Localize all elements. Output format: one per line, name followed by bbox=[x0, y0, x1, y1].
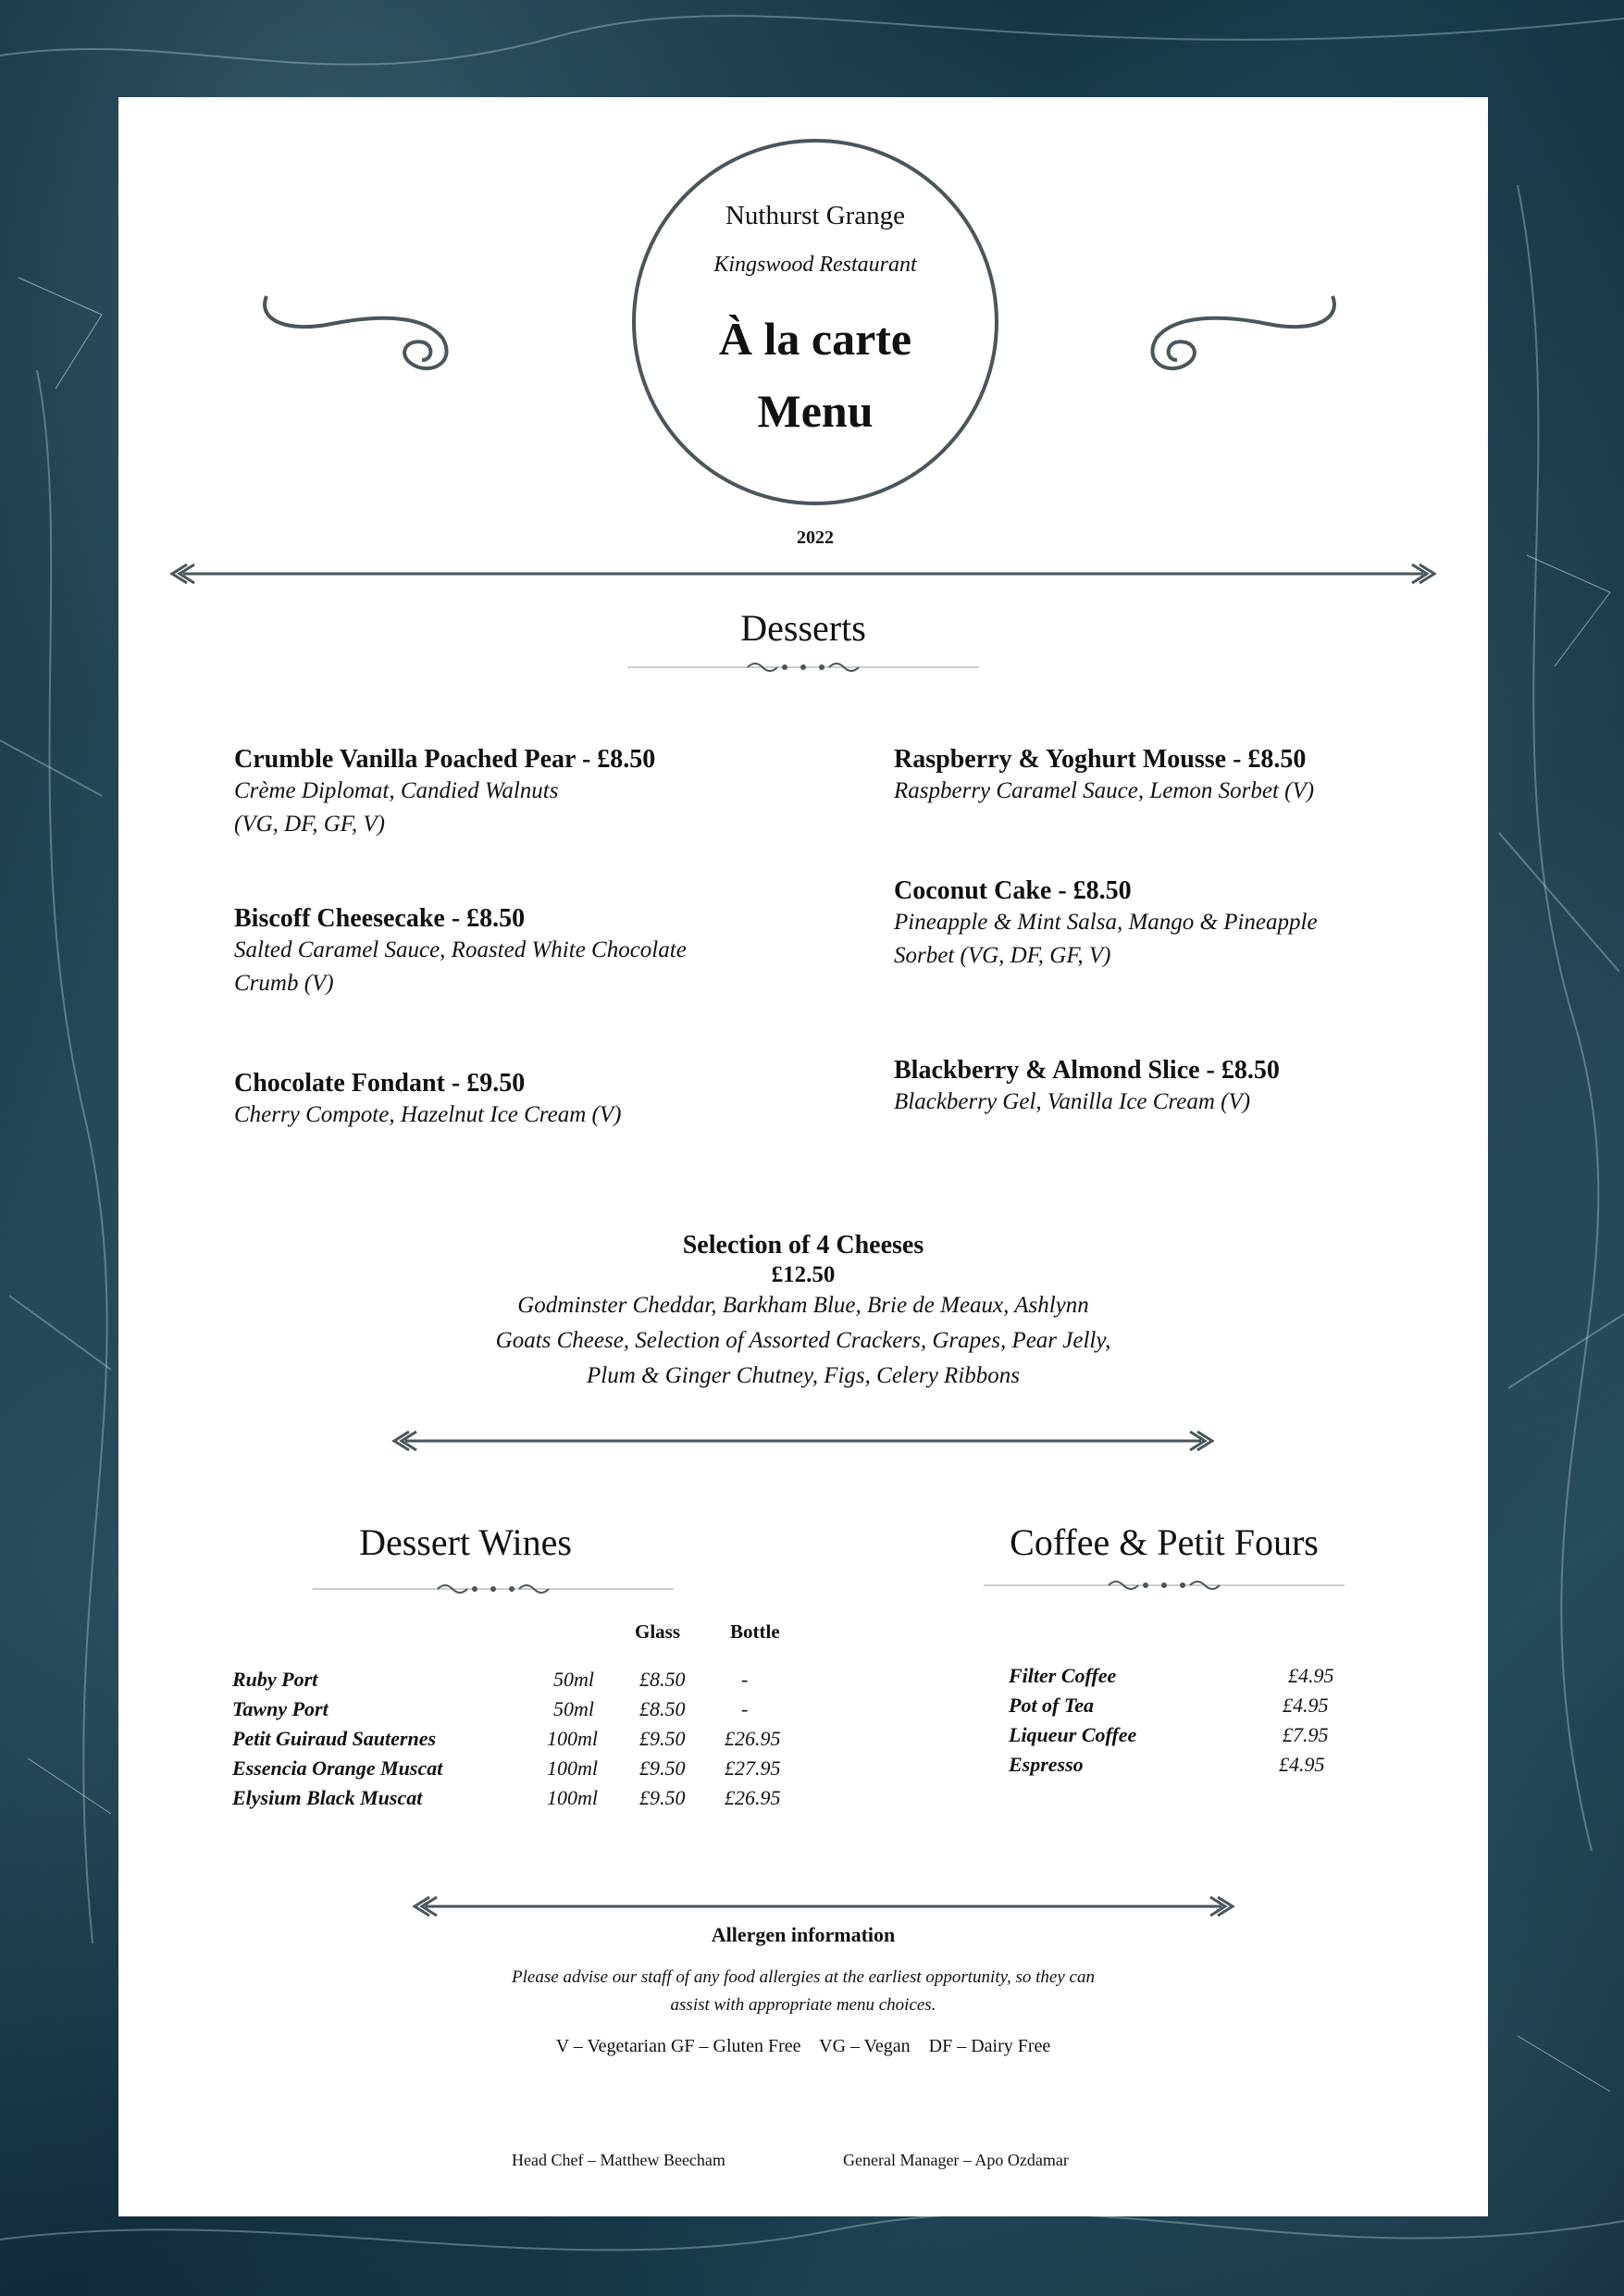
venue-name: Nuthurst Grange bbox=[725, 201, 906, 230]
menu-title-line1: À la carte bbox=[718, 313, 912, 365]
wine-name: Essencia Orange Muscat bbox=[232, 1756, 443, 1780]
dish-price: £12.50 bbox=[771, 1262, 836, 1287]
coffee-name: Liqueur Coffee bbox=[1009, 1723, 1137, 1746]
col-glass: Glass bbox=[635, 1620, 681, 1643]
dish-price: £8.50 bbox=[1072, 876, 1132, 905]
wine-row bbox=[232, 1668, 936, 1697]
menu-sheet bbox=[118, 97, 1488, 2216]
dish-name: Raspberry & Yoghurt Mousse bbox=[894, 745, 1227, 774]
dish-name: Chocolate Fondant bbox=[234, 1069, 445, 1098]
dish-description: Crumb (V) bbox=[234, 971, 334, 996]
dish-description: (VG, DF, GF, V) bbox=[234, 812, 385, 837]
wine-size: 50ml bbox=[553, 1697, 594, 1720]
wine-glass-price: £9.50 bbox=[639, 1727, 686, 1750]
wine-row bbox=[232, 1786, 936, 1816]
menu-title bbox=[632, 303, 998, 447]
divider-arrow-middle bbox=[396, 1427, 1210, 1455]
coffee-row bbox=[1009, 1694, 1342, 1723]
dessert-item: Biscoff Cheesecake - £8.50 Salted Caramel Sauce, Roasted White Chocolate Crumb (V) bbox=[234, 904, 836, 1000]
head-chef: Head Chef – Matthew Beecham bbox=[512, 2151, 725, 2169]
cheese-selection bbox=[387, 1231, 1220, 1394]
wine-size: 100ml bbox=[547, 1727, 598, 1750]
heading-ornament bbox=[984, 1578, 1345, 1593]
dish-price: £8.50 bbox=[597, 745, 656, 774]
heading-ornament bbox=[627, 660, 979, 675]
wine-size: 50ml bbox=[553, 1668, 594, 1691]
wine-bottle-price: - bbox=[741, 1668, 749, 1691]
dessert-item: Raspberry & Yoghurt Mousse - £8.50 Raspberry Caramel Sauce, Lemon Sorbet (V) bbox=[894, 745, 1468, 808]
coffee-name: Pot of Tea bbox=[1009, 1694, 1095, 1717]
wine-bottle-price: £27.95 bbox=[725, 1756, 781, 1780]
coffee-row bbox=[1009, 1753, 1342, 1782]
divider-arrow-bottom bbox=[416, 1893, 1231, 1920]
divider-arrow-top bbox=[174, 560, 1432, 588]
coffee-name: Filter Coffee bbox=[1009, 1664, 1117, 1687]
wine-glass-price: £8.50 bbox=[639, 1697, 686, 1720]
menu-title-line2: Menu bbox=[757, 385, 874, 437]
wine-bottle-price: £26.95 bbox=[725, 1786, 781, 1809]
general-manager: General Manager – Apo Ozdamar bbox=[843, 2151, 1069, 2169]
heading-ornament bbox=[313, 1582, 674, 1596]
dish-description: Blackberry Gel, Vanilla Ice Cream (V) bbox=[894, 1089, 1251, 1114]
flourish-left-icon bbox=[257, 282, 452, 384]
coffee-price: £4.95 bbox=[1279, 1753, 1325, 1776]
wine-glass-price: £9.50 bbox=[639, 1786, 686, 1809]
dish-price: £8.50 bbox=[466, 904, 526, 933]
dish-description: Goats Cheese, Selection of Assorted Crackers, Grapes, Pear Jelly, bbox=[495, 1328, 1111, 1353]
flourish-right-icon bbox=[1147, 282, 1342, 384]
wine-name: Petit Guiraud Sauternes bbox=[232, 1727, 437, 1750]
wine-name: Ruby Port bbox=[232, 1668, 318, 1691]
wines-heading: Dessert Wines bbox=[359, 1521, 572, 1563]
coffee-price: £4.95 bbox=[1288, 1664, 1334, 1687]
dish-description: Sorbet (VG, DF, GF, V) bbox=[894, 943, 1111, 968]
dish-price: £8.50 bbox=[1247, 745, 1307, 774]
dish-description: Plum & Ginger Chutney, Figs, Celery Ribbons bbox=[586, 1363, 1020, 1388]
wine-size: 100ml bbox=[547, 1786, 598, 1809]
dish-price: £9.50 bbox=[466, 1069, 526, 1098]
wine-row bbox=[232, 1727, 936, 1756]
dessert-item: Chocolate Fondant - £9.50 Cherry Compote, Hazelnut Ice Cream (V) bbox=[234, 1069, 836, 1132]
allergen-heading: Allergen information bbox=[711, 1923, 896, 1946]
coffee-price: £7.95 bbox=[1283, 1723, 1329, 1746]
dish-description: Cherry Compote, Hazelnut Ice Cream (V) bbox=[234, 1102, 622, 1127]
coffee-row bbox=[1009, 1664, 1342, 1694]
dish-name: Crumble Vanilla Poached Pear bbox=[234, 745, 576, 774]
desserts-heading: Desserts bbox=[740, 607, 866, 649]
coffee-price: £4.95 bbox=[1283, 1694, 1329, 1717]
wine-name: Elysium Black Muscat bbox=[232, 1786, 423, 1809]
coffee-heading: Coffee & Petit Fours bbox=[1010, 1521, 1319, 1563]
coffee-row bbox=[1009, 1723, 1342, 1753]
dish-description: Pineapple & Mint Salsa, Mango & Pineapple bbox=[894, 910, 1318, 935]
coffee-name: Espresso bbox=[1009, 1753, 1084, 1776]
allergen-note-line: Please advise our staff of any food allergies at the earliest opportunity, so they can bbox=[512, 1967, 1095, 1987]
restaurant-name: Kingswood Restaurant bbox=[713, 253, 917, 277]
dish-name: Blackberry & Almond Slice bbox=[894, 1056, 1200, 1085]
wine-bottle-price: - bbox=[741, 1697, 749, 1720]
dessert-item: Blackberry & Almond Slice - £8.50 Blackberry Gel, Vanilla Ice Cream (V) bbox=[894, 1056, 1468, 1119]
wine-glass-price: £8.50 bbox=[639, 1668, 686, 1691]
col-bottle: Bottle bbox=[730, 1620, 780, 1643]
dish-description: Godminster Cheddar, Barkham Blue, Brie de Meaux, Ashlynn bbox=[517, 1293, 1089, 1318]
menu-year: 2022 bbox=[797, 527, 834, 548]
dish-description: Salted Caramel Sauce, Roasted White Chocolate bbox=[234, 937, 687, 962]
dish-description: Raspberry Caramel Sauce, Lemon Sorbet (V) bbox=[894, 778, 1315, 803]
dish-name: Coconut Cake bbox=[894, 876, 1052, 905]
dish-name: Selection of 4 Cheeses bbox=[682, 1231, 924, 1260]
dessert-item: Coconut Cake - £8.50 Pineapple & Mint Salsa, Mango & Pineapple Sorbet (VG, DF, GF, V) bbox=[894, 876, 1468, 973]
wine-name: Tawny Port bbox=[232, 1697, 329, 1720]
dish-description: Crème Diplomat, Candied Walnuts bbox=[234, 778, 559, 803]
wine-size: 100ml bbox=[547, 1756, 598, 1780]
wine-glass-price: £9.50 bbox=[639, 1756, 686, 1780]
wine-bottle-price: £26.95 bbox=[725, 1727, 781, 1750]
allergen-key: V – Vegetarian GF – Gluten Free VG – Vegan DF – Dairy Free bbox=[555, 2036, 1051, 2056]
wine-row bbox=[232, 1697, 936, 1727]
allergen-note bbox=[396, 1964, 1210, 2019]
dish-price: £8.50 bbox=[1221, 1056, 1280, 1085]
wine-row bbox=[232, 1756, 936, 1786]
dish-name: Biscoff Cheesecake bbox=[234, 904, 445, 933]
dessert-item: Crumble Vanilla Poached Pear - £8.50 Crème Diplomat, Candied Walnuts (VG, DF, GF, V) bbox=[234, 745, 836, 841]
allergen-note-line: assist with appropriate menu choices. bbox=[670, 1995, 936, 2015]
